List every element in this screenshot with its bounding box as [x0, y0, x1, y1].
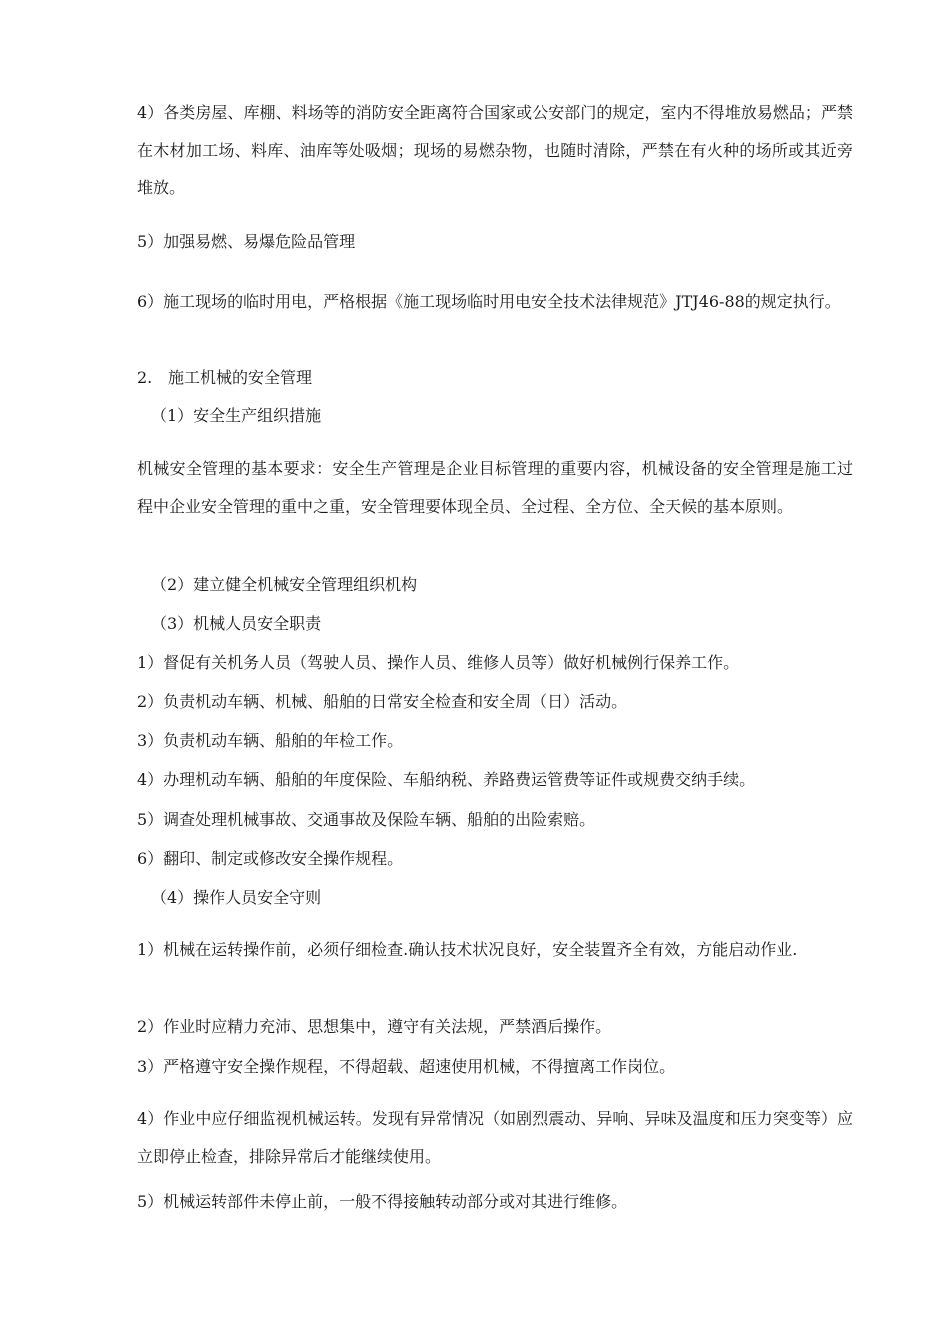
paragraph-text: 机械安全管理的基本要求：安全生产管理是企业目标管理的重要内容，机械设备的安全管理是施工过程中企业安全管理的重中之重，安全管理要体现全员、全过程、全方位、全天候的基本原则。 [137, 459, 853, 516]
list-item: 6）翻印、制定或修改安全操作规程。 [137, 849, 404, 868]
subsection-heading-2: （2）建立健全机械安全管理组织机构 [151, 575, 418, 594]
list-item: 1）督促有关机务人员（驾驶人员、操作人员、维修人员等）做好机械例行保养工作。 [137, 653, 740, 672]
paragraph-basic-requirements [97, 450, 853, 525]
paragraph-text: 1）机械在运转操作前，必须仔细检查.确认技术状况良好，安全装置齐全有效，方能启动作业. [137, 940, 798, 959]
list-item: 4）办理机动车辆、船舶的年度保险、车船纳税、养路费运管费等证件或规费交纳手续。 [137, 770, 756, 789]
paragraph-temporary-electricity [97, 283, 853, 321]
section-number: 2. [137, 368, 153, 387]
paragraph-fire-distance [97, 94, 853, 207]
paragraph-text: 4）各类房屋、库棚、料场等的消防安全距离符合国家或公安部门的规定，室内不得堆放易燃品；严禁在木材加工场、料库、油库等处吸烟；现场的易燃杂物，也随时清除，严禁在有火种的场所或其近旁堆放。 [137, 103, 853, 197]
section-heading [137, 368, 312, 388]
list-item: 2）作业时应精力充沛、思想集中，遵守有关法规，严禁酒后操作。 [137, 1017, 612, 1036]
paragraph-text: 6）施工现场的临时用电，严格根据《施工现场临时用电安全技术法律规范》JTJ46-88的规定执行。 [137, 292, 841, 311]
section-title: 施工机械的安全管理 [168, 368, 313, 387]
paragraph-text: 4）作业中应仔细监视机械运转。发现有异常情况（如剧烈震动、异响、异味及温度和压力突变等）应立即停止检查，排除异常后才能继续使用。 [137, 1109, 853, 1166]
list-item: 5）机械运转部件未停止前，一般不得接触转动部分或对其进行维修。 [137, 1192, 628, 1211]
subsection-heading-3: （3）机械人员安全职责 [151, 614, 322, 633]
list-item: 5）调查处理机械事故、交通事故及保险车辆、船舶的出险索赔。 [137, 810, 596, 829]
subsection-heading-1: （1）安全生产组织措施 [151, 406, 322, 425]
paragraph-pre-operation-check [97, 931, 853, 969]
list-item: 3）负责机动车辆、船舶的年检工作。 [137, 731, 404, 750]
list-item: 2）负责机动车辆、机械、船舶的日常安全检查和安全周（日）活动。 [137, 692, 628, 711]
paragraph-flammable-management: 5）加强易燃、易爆危险品管理 [137, 232, 356, 251]
list-item: 3）严格遵守安全操作规程，不得超载、超速使用机械，不得擅离工作岗位。 [137, 1057, 676, 1076]
paragraph-monitoring [97, 1100, 853, 1175]
subsection-heading-4: （4）操作人员安全守则 [151, 888, 322, 907]
